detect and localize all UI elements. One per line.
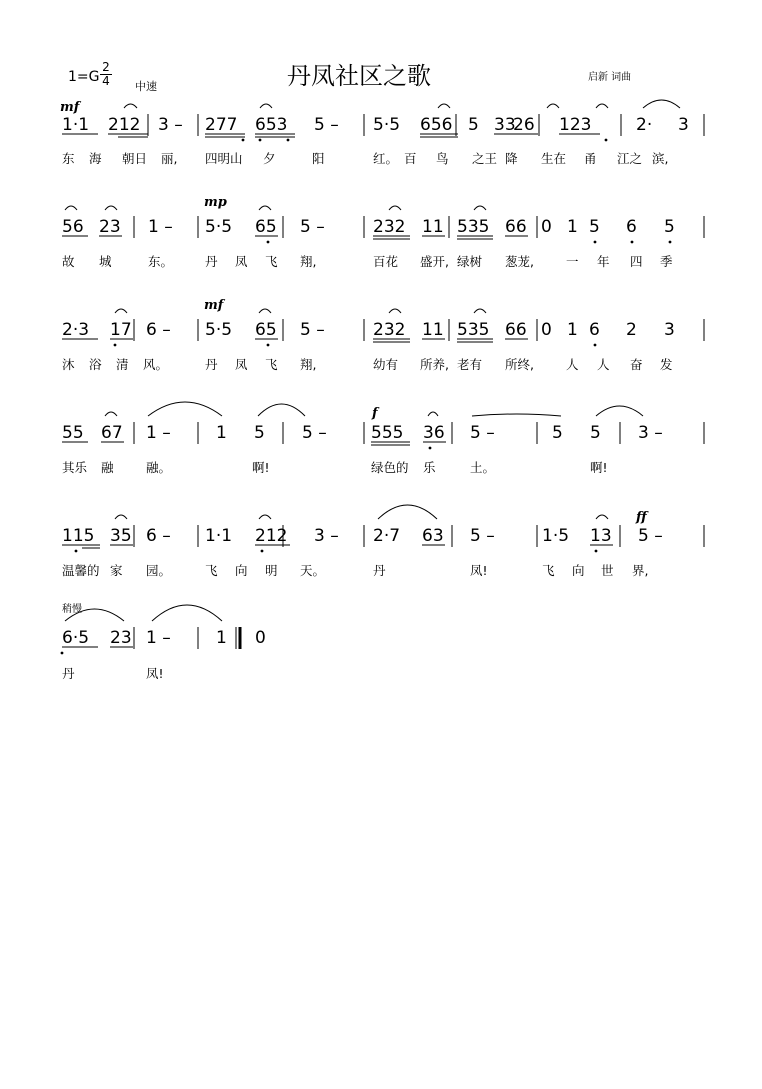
lyric-word: 幼有 (373, 357, 399, 372)
lyric-word: 凤 (235, 254, 248, 269)
slur-arc (258, 404, 305, 416)
dynamic-mf-1: mf (60, 100, 80, 115)
note-group: 1 (567, 320, 578, 340)
note-group: 6 (626, 217, 637, 237)
note-group: 3 – (638, 423, 663, 443)
note-group: 5·5 (373, 115, 401, 135)
slur-arc (596, 515, 608, 519)
note-group: 5 – (638, 526, 663, 546)
lyric-word: 降 (505, 151, 518, 166)
lyric-word: 天。 (300, 563, 326, 578)
lyric-word: 凤! (146, 666, 164, 681)
lyric-word: 啊! (590, 460, 608, 475)
note-group: 11 (422, 320, 444, 340)
lyric-word: 凤! (470, 563, 488, 578)
lyric-word: 所终, (505, 357, 534, 372)
note-group: 277 (205, 115, 238, 135)
note-group: 555 (371, 423, 404, 443)
lyric-word: 人 (597, 357, 610, 372)
dynamic-f: f (372, 406, 378, 421)
time-numerator: 2 (102, 60, 110, 74)
lyric-word: 海 (89, 151, 102, 166)
note-group: 56 (62, 217, 84, 237)
lyric-word: 乐 (423, 460, 436, 475)
note-group: 55 (62, 423, 84, 443)
lyric-word: 鸟 (436, 151, 449, 166)
low-octave-dot (267, 344, 270, 347)
low-octave-dot (267, 241, 270, 244)
lyric-word: 百花 (373, 254, 399, 269)
lyric-word: 飞 (205, 563, 218, 578)
lyric-word: 朝日 (122, 151, 148, 166)
low-octave-dot (594, 241, 597, 244)
note-group: 67 (101, 423, 123, 443)
note-group: 1·1 (205, 526, 233, 546)
lyric-word: 绿色的 (371, 460, 409, 475)
note-group: 1 – (146, 423, 171, 443)
note-group: 5·5 (205, 217, 233, 237)
lyric-word: 丹 (205, 357, 218, 372)
note-group: 2· (636, 115, 653, 135)
lyric-word: 向 (235, 563, 248, 578)
low-octave-dot (429, 447, 432, 450)
slur-arc (65, 609, 124, 621)
lyric-word: 丹 (373, 563, 386, 578)
note-group: 5 – (300, 217, 325, 237)
note-group: 2·3 (62, 320, 90, 340)
lyric-word: 向 (572, 563, 585, 578)
note-group: 0 (255, 628, 266, 648)
slur-arc (259, 515, 271, 519)
lyric-word: 家 (110, 563, 123, 578)
low-octave-dot (114, 344, 117, 347)
lyric-word: 明 (265, 563, 278, 578)
lyric-word: 葱茏, (505, 254, 534, 269)
lyric-word: 融。 (146, 460, 172, 475)
low-octave-dot (595, 550, 598, 553)
note-group: 65 (255, 320, 277, 340)
lyric-word: 季 (660, 254, 673, 269)
lyric-word: 盛开, (420, 254, 449, 269)
lyric-word: 其乐 (62, 460, 88, 475)
tempo-marking: 中速 (135, 80, 157, 93)
note-group: 35 (110, 526, 132, 546)
lyric-word: 生在 (541, 151, 567, 166)
slur-arc (259, 206, 271, 210)
note-group: 1 (567, 217, 578, 237)
note-group: 1 (216, 423, 227, 443)
note-group: 23 (110, 628, 132, 648)
slur-arc (105, 412, 117, 416)
slur-arc (115, 515, 127, 519)
low-octave-dot (594, 344, 597, 347)
lyric-word: 翔, (300, 254, 317, 269)
lyric-word: 城 (99, 254, 112, 269)
lyric-word: 阳 (312, 151, 325, 166)
note-group: 5 (468, 115, 479, 135)
slur-arc (438, 104, 450, 108)
time-denominator: 4 (102, 74, 110, 88)
low-octave-dot (242, 139, 245, 142)
note-group: 63 (422, 526, 444, 546)
note-group: 3 – (158, 115, 183, 135)
lyric-word: 翔, (300, 357, 317, 372)
lyric-word: 融 (101, 460, 114, 475)
lyric-word: 滨, (652, 151, 669, 166)
lyric-word: 园。 (146, 563, 172, 578)
note-group: 653 (255, 115, 288, 135)
note-group: 3 (664, 320, 675, 340)
lyric-word: 飞 (265, 357, 278, 372)
lyric-word: 沐 (62, 357, 75, 372)
note-group: 6 (589, 320, 600, 340)
lyric-word: 土。 (470, 460, 496, 475)
slur-arc (378, 505, 437, 519)
dynamic-mp: mp (204, 195, 227, 210)
note-group: 535 (457, 217, 490, 237)
note-group: 1·5 (542, 526, 570, 546)
lyric-word: 温馨的 (62, 563, 100, 578)
lyric-word: 四明山 (205, 151, 243, 166)
note-group: 5 (590, 423, 601, 443)
slur-arc (115, 309, 127, 313)
page-title: 丹凤社区之歌 (287, 62, 431, 90)
note-group: 1·1 (62, 115, 90, 135)
slur-arc (474, 206, 486, 210)
slur-arc (596, 104, 608, 108)
note-group: 212 (255, 526, 288, 546)
low-octave-dot (287, 139, 290, 142)
low-octave-dot (669, 241, 672, 244)
note-group: 36 (423, 423, 445, 443)
lyric-word: 老有 (457, 357, 483, 372)
lyric-word: 飞 (542, 563, 555, 578)
low-octave-dot (75, 550, 78, 553)
slur-arc (259, 309, 271, 313)
slur-arc (65, 206, 77, 210)
low-octave-dot (61, 652, 64, 655)
slur-arc (547, 104, 559, 108)
slur-arc (148, 402, 222, 416)
lyric-word: 奋 (630, 357, 643, 372)
note-group: 1 (216, 628, 227, 648)
lyric-word: 甬 (584, 151, 597, 166)
slur-arc (596, 406, 643, 416)
note-group: 23 (99, 217, 121, 237)
lyric-word: 人 (566, 357, 579, 372)
note-group: 6·5 (62, 628, 90, 648)
note-group: 6 – (146, 526, 171, 546)
low-octave-dot (605, 139, 608, 142)
note-group: 115 (62, 526, 95, 546)
note-group: 6 – (146, 320, 171, 340)
note-group: 0 (541, 320, 552, 340)
lyric-word: 飞 (265, 254, 278, 269)
lyric-word: 东。 (148, 254, 174, 269)
lyric-word: 东 (62, 151, 75, 166)
lyric-word: 凤 (235, 357, 248, 372)
slur-arc (152, 605, 222, 621)
low-octave-dot (259, 139, 262, 142)
note-group: 2 (626, 320, 637, 340)
lyric-word: 四 (630, 254, 643, 269)
note-group: 66 (505, 217, 527, 237)
note-group: 5·5 (205, 320, 233, 340)
note-group: 3 (678, 115, 689, 135)
lyric-word: 故 (62, 254, 75, 269)
note-group: 5 (664, 217, 675, 237)
note-group: 5 (589, 217, 600, 237)
note-group: 5 – (470, 526, 495, 546)
note-group: 26 (513, 115, 535, 135)
dynamic-ff: ff (636, 510, 647, 525)
slur-arc (124, 104, 137, 108)
key-signature: 1=G (68, 69, 100, 85)
note-group: 33 (494, 115, 516, 135)
dynamic-mf-2: mf (204, 298, 224, 313)
lyric-word: 浴 (89, 357, 102, 372)
note-group: 3 – (314, 526, 339, 546)
lyric-word: 百 (404, 151, 417, 166)
lyric-word: 红。 (373, 151, 399, 166)
slur-arc (472, 414, 561, 416)
lyric-word: 丹 (205, 254, 218, 269)
note-group: 5 – (302, 423, 327, 443)
note-group: 535 (457, 320, 490, 340)
lyric-word: 世 (601, 563, 614, 578)
slur-arc (260, 104, 272, 108)
lyric-word: 清 (116, 357, 129, 372)
slur-arc (389, 309, 401, 313)
low-octave-dot (261, 550, 264, 553)
note-group: 5 – (300, 320, 325, 340)
lyric-word: 年 (597, 254, 610, 269)
slur-arc (105, 206, 117, 210)
lyric-word: 江之 (617, 151, 643, 166)
note-group: 2·7 (373, 526, 401, 546)
note-group: 232 (373, 217, 406, 237)
lyric-word: 一 (566, 254, 579, 269)
lyric-word: 夕 (263, 151, 276, 166)
lyric-word: 啊! (252, 460, 270, 475)
note-group: 656 (420, 115, 453, 135)
note-group: 65 (255, 217, 277, 237)
note-group: 5 (552, 423, 563, 443)
slur-arc (428, 412, 438, 416)
note-group: 5 – (470, 423, 495, 443)
note-group: 66 (505, 320, 527, 340)
note-group: 232 (373, 320, 406, 340)
note-group: 5 (254, 423, 265, 443)
note-group: 123 (559, 115, 592, 135)
lyric-word: 丹 (62, 666, 75, 681)
note-group: 13 (590, 526, 612, 546)
note-group: 212 (108, 115, 141, 135)
lyric-word: 所养, (420, 357, 449, 372)
slur-arc (474, 309, 486, 313)
lyric-word: 绿树 (457, 254, 483, 269)
note-group: 11 (422, 217, 444, 237)
slur-arc (643, 100, 680, 108)
note-group: 5 – (314, 115, 339, 135)
note-group: 0 (541, 217, 552, 237)
note-group: 1 – (148, 217, 173, 237)
lyric-word: 丽, (161, 151, 178, 166)
lyric-word: 发 (660, 357, 673, 372)
lyric-word: 界, (632, 563, 649, 578)
low-octave-dot (631, 241, 634, 244)
lyric-word: 之王 (472, 151, 498, 166)
ending-tempo-mark: 稍慢 (62, 604, 82, 615)
note-group: 1 – (146, 628, 171, 648)
note-group: 17 (110, 320, 132, 340)
lyric-word: 风。 (143, 357, 169, 372)
author-credit: 启新 词曲 (588, 72, 632, 83)
slur-arc (389, 206, 401, 210)
